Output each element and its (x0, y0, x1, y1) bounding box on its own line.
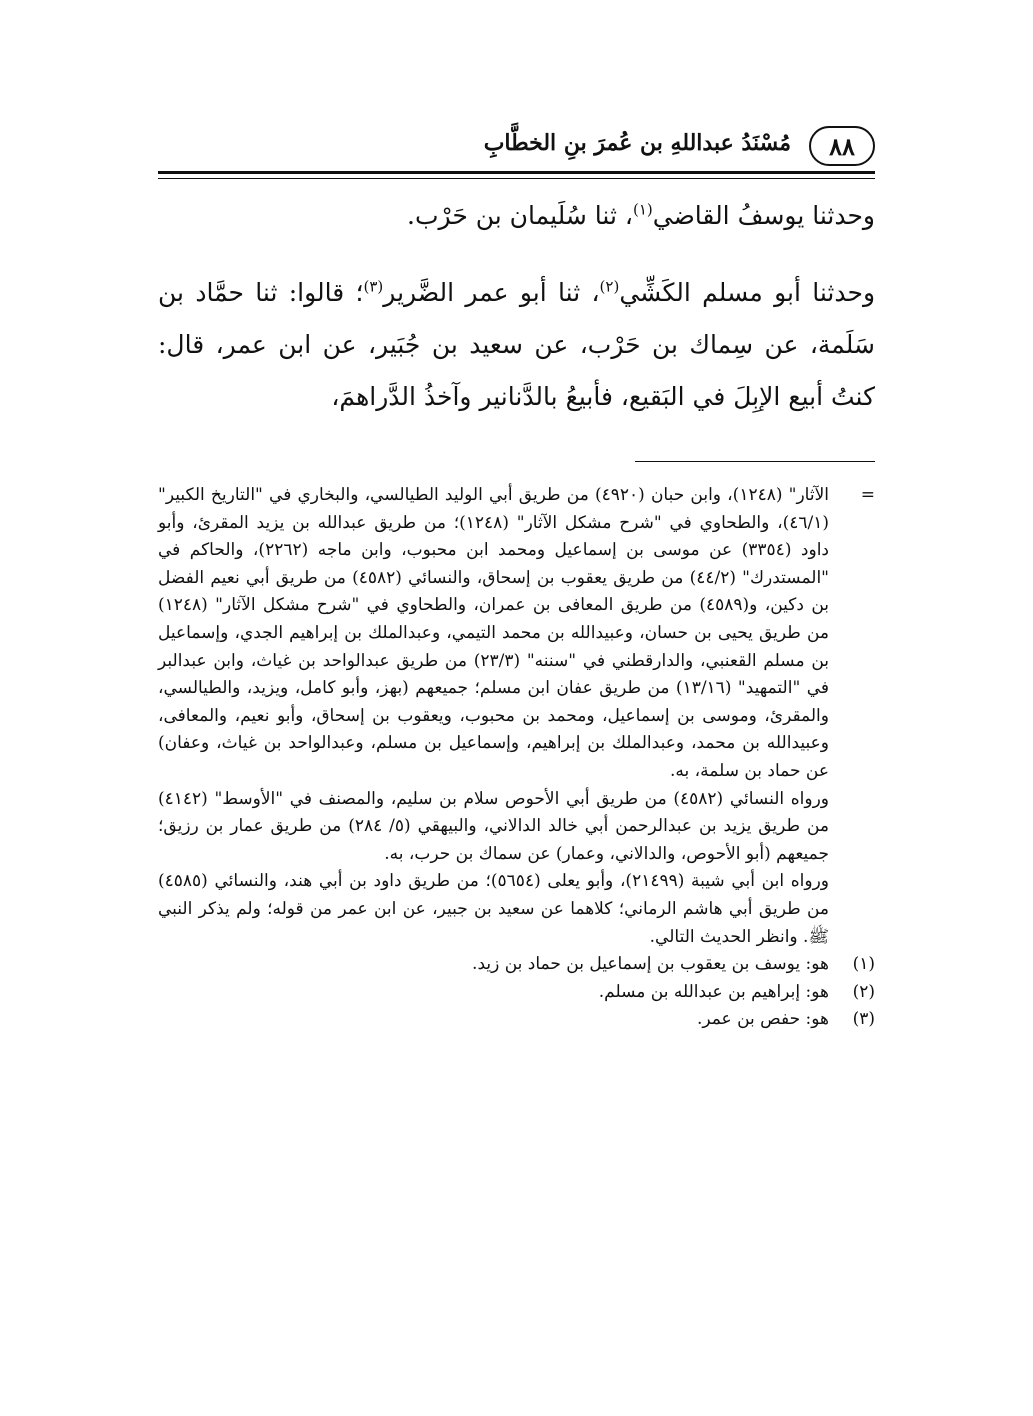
footnote-continuation-text-3: ورواه ابن أبي شيبة (٢١٤٩٩)، وأبو يعلى (٥٦٥٤)؛ من طريق داود بن أبي هند، والنسائي (٤٥٨٥) من طريق أبي هاشم الرماني؛ كلاهما عن سعيد بن جبير، عن ابن عمر من قوله؛ ولم يذكر النبي ﷺ. وانظر الحديث التالي. (158, 871, 829, 947)
footnote-number: (٣) (852, 1009, 875, 1030)
footnotes (158, 482, 875, 1034)
continuation-marker: = (860, 485, 875, 505)
footnote-ref-2: (٢) (599, 277, 620, 296)
header-rule-thick (158, 171, 875, 174)
header-rule-thin (158, 178, 875, 179)
footnote-continuation-text-2: ورواه النسائي (٤٥٨٢) من طريق أبي الأحوص سلام بن سليم، والمصنف في "الأوسط" (٤١٤٢) من طريق يزيد بن عبدالرحمن أبي خالد الدالاني، والبيهقي (٥/ ٢٨٤) من طريق عمار بن رزيق؛ جميعهم (أبو الأحوص، والدالاني، وعمار) عن سماك بن حرب، به. (158, 788, 830, 864)
page-header (158, 122, 875, 170)
footnote-number: (١) (852, 954, 875, 975)
footnote-ref-3: (٣) (363, 277, 384, 296)
footnote-number: (٢) (852, 981, 875, 1002)
footnote-text: هو: حفص بن عمر. (696, 1009, 829, 1030)
main-text (158, 190, 875, 423)
footnote-text: هو: إبراهيم بن عبدالله بن مسلم. (598, 981, 829, 1002)
page-number-badge (809, 126, 875, 166)
footnote-3 (158, 1006, 875, 1034)
footnote-continuation-text-1: الآثار" (١٢٤٨)، وابن حبان (٤٩٢٠) من طريق أبي الوليد الطيالسي، والبخاري في "التاريخ الكبير" (٤٦/١)، والطحاوي في "شرح مشكل الآثار" (١٢٤٨)؛ من طريق عبدالله بن يزيد المقرئ، وأبو داود (٣٣٥٤) عن موسى بن إسماعيل ومحمد ابن محبوب، وابن ماجه (٢٢٦٢)، والحاكم في "المستدرك" (٤٤/٢) من طريق يعقوب بن إسحاق، والنسائي (٤٥٨٢) من طريق أبي نعيم الفضل بن دكين، و(٤٥٨٩) من طريق المعافى بن عمران، والطحاوي في "شرح مشكل الآثار" (١٢٤٨) من طريق يحيى بن حسان، وعبيدالله بن محمد التيمي، وعبدالملك بن إبراهيم الجدي، وإسماعيل بن مسلم القعنبي، والدارقطني في "سننه" (٢٣/٣) من طريق عبدالواحد بن غياث، وابن عبدالبر في "التمهيد" (١٣/١٦) من طريق عفان ابن مسلم؛ جميعهم (بهز، وأبو كامل، ويزيد، والطيالسي، والمقرئ، وموسى بن إسماعيل، ومحمد بن محبوب، ويعقوب بن إسحاق، وأبو نعيم، والمعافى، وعبيدالله بن محمد، وعبدالملك بن إبراهيم، وإسماعيل بن مسلم، وعبدالواحد بن غياث، وعفان) عن حماد بن سلمة، به. (158, 485, 830, 781)
footnote-text: هو: يوسف بن يعقوب بن إسماعيل بن حماد بن زيد. (472, 954, 829, 975)
footnote-separator (635, 461, 875, 462)
page-number: ٨٨ (829, 131, 855, 161)
footnote-continuation (158, 482, 875, 951)
footnote-ref-1: (١) (632, 200, 653, 219)
hadith-chain-paragraph-1: وحدثنا يوسفُ القاضي$^{(١)}$، ثنا سُلَيمان بن حَرْب. (407, 200, 875, 230)
footnote-1 (158, 951, 875, 979)
footnote-2 (158, 979, 875, 1007)
hadith-chain-paragraph-2: وحدثنا أبو مسلم الكَشِّي$^{(٢)}$، ثنا أبو عمر الضَّرير$^{(٣)}$؛ قالوا: ثنا حمَّاد بن سَلَمة، عن سِماك بن حَرْب، عن سعيد بن جُبَير، عن ابن عمر، قال: كنتُ أبيع الإبِلَ في البَقيع، فأبيعُ بالدَّنانير وآخذُ الدَّراهمَ، (158, 277, 876, 411)
running-title: مُسْنَدُ عبداللهِ بن عُمرَ بنِ الخطَّابِ (483, 130, 791, 156)
